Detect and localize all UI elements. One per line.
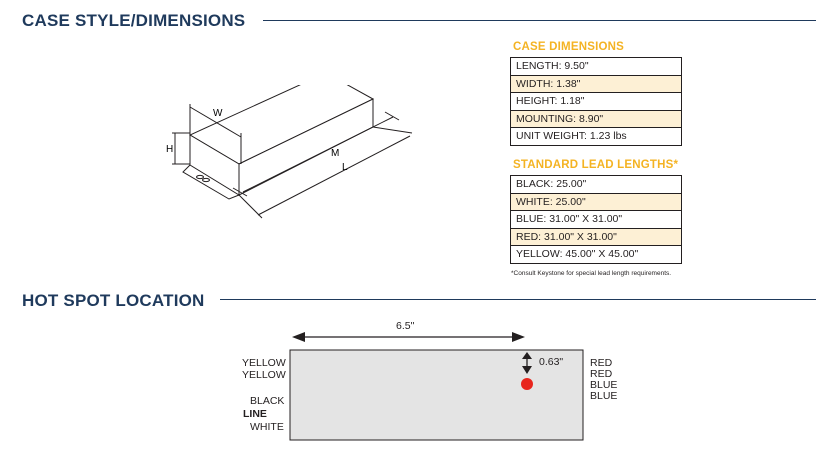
horizontal-dimension-label: 6.5" (396, 320, 415, 332)
case-dimension-row: UNIT WEIGHT: 1.23 lbs (511, 128, 682, 146)
case-dimensions-title: CASE DIMENSIONS (513, 41, 624, 53)
lead-lengths-table (510, 175, 682, 264)
wire-label-yellow: YELLOW (242, 357, 286, 369)
case-dimensions-table (510, 57, 682, 146)
wire-label-white: WHITE (250, 421, 284, 433)
hot-spot-diagram (280, 315, 590, 445)
lead-lengths-footnote: *Consult Keystone for special lead length requirements. (511, 270, 672, 277)
lead-length-row: WHITE: 25.00" (511, 193, 682, 211)
vertical-dimension-label: 0.63" (539, 356, 564, 368)
wire-label-red: RED (590, 357, 613, 369)
dim-h-label: H (166, 144, 174, 155)
case-dimension-row: HEIGHT: 1.18" (511, 93, 682, 111)
dim-m-label: M (331, 148, 340, 159)
dim-w-label: W (213, 108, 223, 119)
case-dimension-row: LENGTH: 9.50" (511, 58, 682, 76)
case-isometric-diagram (160, 85, 430, 225)
hot-spot-heading: HOT SPOT LOCATION (22, 291, 205, 310)
wire-label-blue: BLUE (590, 390, 618, 402)
line-label: LINE (243, 408, 267, 420)
lead-lengths-title: STANDARD LEAD LENGTHS* (513, 159, 679, 171)
lead-length-row: YELLOW: 45.00" X 45.00" (511, 246, 682, 264)
lead-length-row: BLACK: 25.00" (511, 176, 682, 194)
case-dimension-row: WIDTH: 1.38" (511, 75, 682, 93)
arrow-right-icon (512, 332, 525, 342)
heading-rule (263, 20, 816, 21)
lead-length-row: BLUE: 31.00" X 31.00" (511, 211, 682, 229)
wire-label-black: BLACK (250, 395, 285, 407)
arrow-left-icon (292, 332, 305, 342)
wire-label-blue: BLUE (590, 379, 618, 391)
heading-rule (220, 299, 816, 300)
dim-l-label: L (342, 162, 348, 173)
hot-spot-marker (521, 378, 533, 390)
lead-length-row: RED: 31.00" X 31.00" (511, 228, 682, 246)
wire-label-yellow: YELLOW (242, 369, 286, 381)
case-style-heading: CASE STYLE/DIMENSIONS (22, 11, 246, 30)
case-dimension-row: MOUNTING: 8.90" (511, 110, 682, 128)
wire-label-red: RED (590, 368, 613, 380)
